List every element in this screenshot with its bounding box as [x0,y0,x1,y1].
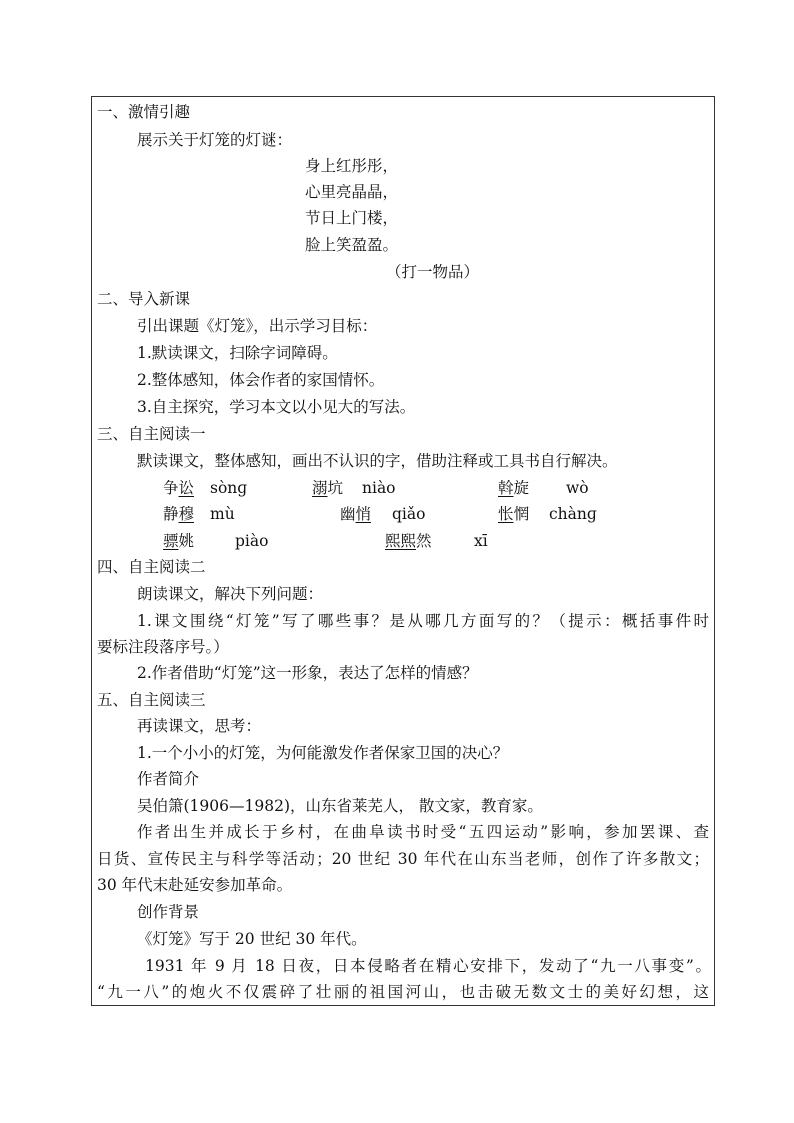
riddle-line: 身上红彤彤， [305,157,399,175]
vocab-pinyin: piào [235,532,269,550]
vocab-pinyin: xī [474,532,488,550]
vocab-word: 溺坑 [312,479,344,497]
riddle-line: 心里亮晶晶， [305,183,399,201]
vocab-pinyin: niào [362,479,396,497]
riddle-intro: 展示关于灯笼的灯谜： [137,131,293,149]
goals-intro: 引出课题《灯笼》，出示学习目标： [137,317,378,335]
question-1: 1.一个小小的灯笼，为何能激发作者保家卫国的决心？ [137,744,509,762]
vocab-pinyin: qiǎo [392,505,426,523]
vocab-word: 静穆 [163,505,195,523]
section-heading-5: 五、自主阅读三 [97,691,206,709]
author-intro-title: 作者简介 [137,770,200,788]
reading-instruction: 默读课文，整体感知，画出不认识的字，借助注释或工具书自行解决。 [137,452,618,470]
reading-instruction: 朗读课文，解决下列问题： [137,585,324,603]
vocab-word: 骠姚 [163,532,195,550]
vocab-word: 斡旋 [498,479,530,497]
question-1: 1.课文围绕“灯笼”写了哪些事？是从哪几方面写的？（提示：概括事件时 [137,612,709,630]
vocab-word: 幽悄 [340,505,372,523]
author-info: 吴伯箫(1906—1982)，山东省莱芜人， 散文家，教育家。 [137,797,543,815]
riddle-hint: （打一物品） [386,263,480,281]
vocab-pinyin: chànɡ [549,505,597,523]
vocab-word: 争讼 [163,479,195,497]
vocab-pinyin: sònɡ [210,479,248,497]
vocab-word: 怅惘 [498,505,530,523]
background-paragraph: 1931 年 9 月 18 日夜，日本侵略者在精心安排下，发动了“九一八事变”。 [145,957,711,975]
riddle-line: 节日上门楼， [305,209,399,227]
author-paragraph: 30 年代末赴延安参加革命。 [97,876,293,894]
section-heading-2: 二、导入新课 [97,290,191,308]
author-paragraph: 作者出生并成长于乡村，在曲阜读书时受“五四运动”影响，参加罢课、查 [137,823,709,841]
riddle-line: 脸上笑盈盈。 [305,236,399,254]
background-paragraph: “九一八”的炮火不仅震碎了壮丽的祖国河山，也击破无数文士的美好幻想，这 [97,983,709,1001]
section-heading-4: 四、自主阅读二 [97,558,206,576]
question-2: 2.作者借助“灯笼”这一形象，表达了怎样的情感？ [137,664,478,682]
goal-item: 2.整体感知，体会作者的家国情怀。 [137,371,385,389]
background-title: 创作背景 [137,903,200,921]
section-heading-1: 一、激情引趣 [97,103,191,121]
vocab-word: 熙熙然 [385,532,432,550]
goal-item: 1.默读课文，扫除字词障碍。 [137,344,338,362]
author-paragraph: 日货、宣传民主与科学等活动；20 世纪 30 年代在山东当老师，创作了许多散文； [97,850,709,868]
vocab-pinyin: wò [566,479,589,497]
background-info: 《灯笼》写于 20 世纪 30 年代。 [137,930,367,948]
section-heading-3: 三、自主阅读一 [97,425,206,443]
question-1-cont: 要标注段落序号。） [97,638,229,656]
goal-item: 3.自主探究，学习本文以小见大的写法。 [137,398,416,416]
reading-instruction: 再读课文，思考： [137,717,262,735]
lesson-plan-box [91,96,715,1006]
vocab-pinyin: mù [210,505,235,523]
